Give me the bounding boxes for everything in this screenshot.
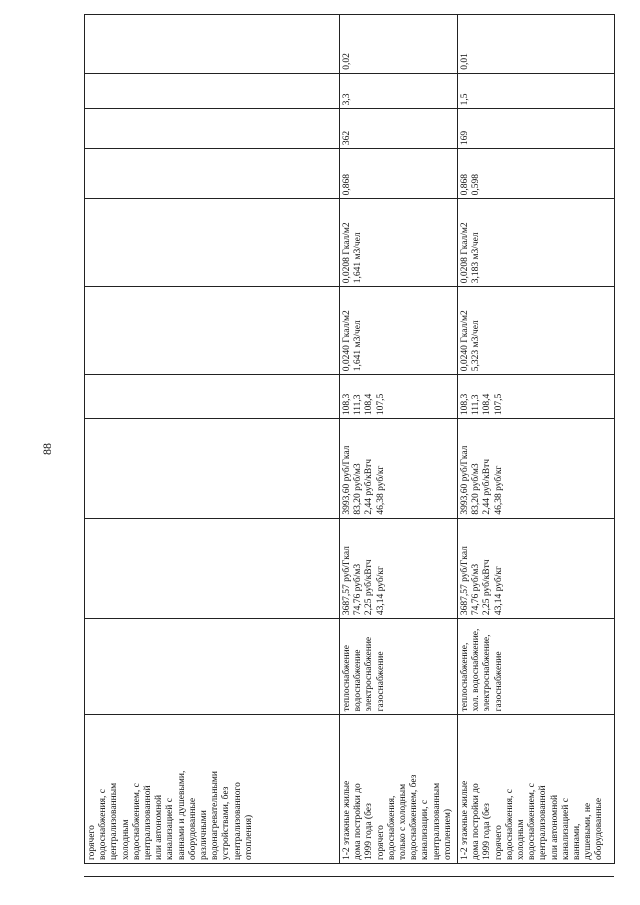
cell-line: 108,4	[364, 393, 375, 416]
cell-line: 43,14 руб/кг	[375, 566, 386, 616]
cell-line: дома постройки до	[471, 783, 482, 860]
cell-line: 74,76 руб/м3	[471, 563, 482, 616]
cell-norm-1	[458, 287, 615, 375]
cell-line: 111,3	[353, 394, 364, 416]
cell-norm-2	[340, 199, 458, 287]
cell-line: 83,20 руб/м3	[471, 463, 482, 515]
cell-description	[458, 715, 615, 864]
cell-line: или автономной	[549, 794, 560, 860]
cell-line: 1,641 м3/чел	[353, 232, 364, 284]
cell-line: оборудованные	[187, 797, 198, 860]
cell-line: 1,641 м3/чел	[353, 320, 364, 372]
cell-line: централизованным	[431, 782, 442, 860]
cell-line: 3687,57 руб/Гкал	[342, 546, 352, 616]
cell-line: 3993,60 руб/Гкал	[460, 445, 470, 515]
cell-line: 43,14 руб/кг	[493, 566, 504, 616]
cell-line: централизованного	[232, 782, 243, 860]
cell-line: централизованной	[143, 785, 154, 860]
cell-line: 107,5	[375, 393, 386, 416]
cell-line: холодным	[120, 819, 131, 860]
cell-value	[85, 109, 340, 149]
cell-value: 362	[340, 109, 458, 149]
cell-line: отопления)	[243, 814, 254, 860]
tariff-table	[84, 14, 615, 864]
cell-line: 0,0208 Гкал/м2	[342, 222, 352, 284]
cell-line: электроснабжение,	[482, 634, 493, 712]
cell-factor: 1,5	[458, 73, 615, 109]
cell-line: 74,76 руб/м3	[353, 563, 364, 616]
cell-line: канализации, с	[420, 799, 431, 860]
cell-line: газоснабжение	[375, 651, 386, 712]
cell-line: или автономной	[154, 794, 165, 860]
table-body	[85, 15, 615, 864]
cell-line: канализацией с	[560, 798, 571, 860]
cell-indices	[458, 375, 615, 419]
table-row	[85, 15, 340, 864]
cell-factor: 3,3	[340, 73, 458, 109]
table-row	[340, 15, 458, 864]
table-row	[458, 15, 615, 864]
cell-line: водоснабжение	[353, 649, 364, 712]
cell-norm-1	[340, 287, 458, 375]
cell-line: 1999 года (без	[482, 803, 493, 860]
cell-line: 83,20 руб/м3	[353, 463, 364, 515]
cell-line: ваннами и душевыми,	[176, 770, 187, 860]
cell-line: 1999 года (без	[364, 803, 375, 860]
cell-line: ваннами,	[572, 823, 583, 860]
cell-indices	[85, 375, 340, 419]
cell-line: 0,0240 Гкал/м2	[342, 310, 352, 372]
cell-line: водоснабжением, без	[409, 774, 420, 860]
cell-line: водонагревательными	[210, 771, 221, 860]
cell-line: 46,38 руб/кг	[493, 465, 504, 515]
cell-tariffs-1	[458, 518, 615, 618]
cell-line: 3,183 м3/чел	[471, 232, 482, 284]
cell-line: холодным	[516, 819, 527, 860]
cell-line: оборудованные	[594, 797, 605, 860]
cell-tariffs-1	[340, 518, 458, 618]
cell-line: 108,4	[482, 393, 493, 416]
cell-coef	[458, 149, 615, 199]
cell-line: различными	[199, 810, 210, 860]
cell-line: 0,598	[471, 173, 482, 196]
cell-coef	[340, 149, 458, 199]
cell-line: горячего	[87, 825, 97, 860]
cell-line: водоснабжения,	[386, 795, 397, 860]
cell-utilities	[458, 619, 615, 715]
cell-coef	[85, 149, 340, 199]
cell-share: 0,02	[340, 15, 458, 74]
cell-line: отоплением)	[442, 808, 453, 860]
cell-description	[85, 715, 340, 864]
cell-line: 0,868	[460, 173, 470, 196]
cell-line: централизованной	[538, 785, 549, 860]
cell-norm-2	[85, 199, 340, 287]
cell-tariffs-1	[85, 518, 340, 618]
cell-tariffs-2	[340, 419, 458, 518]
cell-line: 1-2 этажные жилые	[460, 780, 470, 860]
cell-line: 0,0208 Гкал/м2	[460, 222, 470, 284]
tariff-table-frame	[84, 14, 614, 864]
cell-line: устройствами, без	[221, 786, 232, 860]
cell-line: централизованным	[109, 782, 120, 860]
cell-line: 2,44 руб/кВтч	[482, 458, 493, 515]
cell-line: 46,38 руб/кг	[375, 465, 386, 515]
cell-line: 2,25 руб/кВтч	[482, 559, 493, 616]
cell-line: 3993,60 руб/Гкал	[342, 445, 352, 515]
cell-tariffs-2	[85, 419, 340, 518]
cell-line: 0,868	[342, 173, 352, 196]
cell-line: водоснабжением, с	[527, 783, 538, 860]
cell-line: 108,3	[460, 393, 470, 416]
cell-line: 111,3	[471, 394, 482, 416]
cell-line: 108,3	[342, 393, 352, 416]
cell-tariffs-2	[458, 419, 615, 518]
cell-line: газоснабжение	[493, 651, 504, 712]
cell-indices	[340, 375, 458, 419]
cell-line: душевыми, не	[583, 802, 594, 860]
cell-description	[340, 715, 458, 864]
cell-share	[85, 15, 340, 74]
cell-line: электроснабжение	[364, 636, 375, 712]
cell-factor	[85, 73, 340, 109]
cell-line: теплоснабжение	[342, 645, 352, 712]
cell-line: 107,5	[493, 393, 504, 416]
cell-line: только с холодным	[398, 783, 409, 860]
cell-utilities	[85, 619, 340, 715]
cell-line: 5,323 м3/чел	[471, 320, 482, 372]
cell-share: 0,01	[458, 15, 615, 74]
cell-line: 2,25 руб/кВтч	[364, 559, 375, 616]
cell-line: 1-2 этажные жилые	[342, 780, 352, 860]
cell-value: 169	[458, 109, 615, 149]
rotated-table-container	[84, 14, 614, 864]
cell-line: хол. водоснабжение,	[471, 628, 482, 712]
cell-line: горячего	[375, 825, 386, 860]
cell-line: теплоснабжение,	[460, 642, 470, 712]
cell-line: 3687,57 руб/Гкал	[460, 546, 470, 616]
cell-norm-1	[85, 287, 340, 375]
cell-line: 2,44 руб/кВтч	[364, 458, 375, 515]
cell-line: 0,0240 Гкал/м2	[460, 310, 470, 372]
cell-line: горячего	[493, 825, 504, 860]
footer-rule	[84, 876, 614, 877]
page-number: 88	[40, 443, 54, 455]
cell-line: водоснабжения, с	[98, 789, 109, 860]
cell-utilities	[340, 619, 458, 715]
cell-line: водоснабжением, с	[131, 783, 142, 860]
cell-line: канализацией с	[165, 798, 176, 860]
cell-norm-2	[458, 199, 615, 287]
cell-line: дома постройки до	[353, 783, 364, 860]
cell-line: водоснабжения, с	[504, 789, 515, 860]
